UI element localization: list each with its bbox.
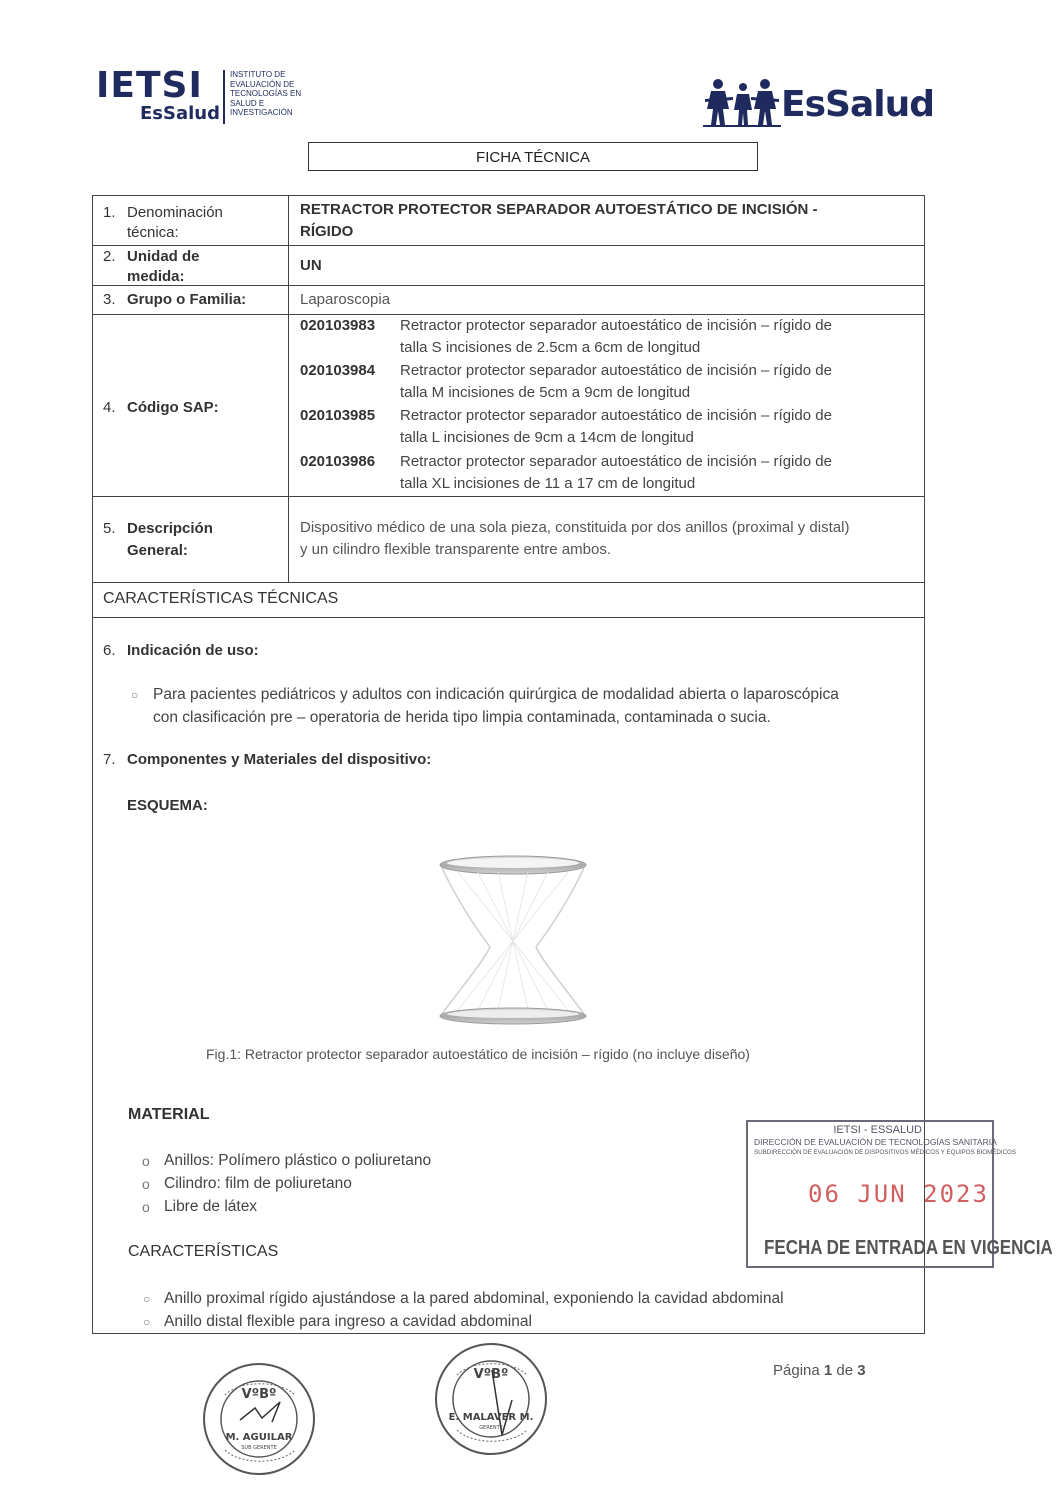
ietsi-logo-divider [223, 70, 225, 124]
ietsi-logo [96, 65, 316, 128]
bullet-icon: ○ [143, 1292, 151, 1306]
table-row-divider [92, 496, 925, 497]
ietsi-institute-text: INSTITUTO DE EVALUACIÓN DE TECNOLOGÍAS EN SALUD E INVESTIGACIÓN [230, 70, 302, 117]
seal-right-name: E. MALAVER M. [448, 1412, 534, 1423]
bullet-icon: o [142, 1153, 150, 1169]
bullet-icon: ○ [131, 688, 139, 702]
sap-item: 020103983 Retractor protector separador autoestático de incisión – rígido de talla S incisiones de 2.5cm a 6cm de longitud [300, 317, 832, 356]
stamp-date: 06 JUN 2023 [808, 1180, 989, 1208]
caracteristica-item: Anillo proximal rígido ajustándose a la pared abdominal, exponiendo la cavidad abdominal [164, 1290, 784, 1307]
row-value-descripcion: Dispositivo médico de una sola pieza, constituida por dos anillos (proximal y distal) y un cilindro flexible transparente entre ambos. [300, 519, 850, 558]
sap-code: 020103986 [300, 453, 376, 470]
sap-code: 020103984 [300, 362, 376, 379]
heading-indicacion: 6. Indicación de uso: [103, 642, 259, 659]
row-value-grupo: Laparoscopia [300, 291, 391, 308]
table-row-divider [92, 285, 925, 286]
seal-left [200, 1360, 318, 1478]
material-item: Cilindro: film de poliuretano [164, 1175, 352, 1192]
document-title: FICHA TÉCNICA [308, 142, 758, 171]
table-row-divider [92, 617, 925, 618]
family-figures-icon [703, 77, 781, 127]
ietsi-logo-main: IETSI [96, 65, 203, 106]
seal-right-role: GERENTE [479, 1425, 503, 1431]
section-caracteristicas-tecnicas: CARACTERÍSTICAS TÉCNICAS [103, 590, 339, 607]
row-value-denominacion: RETRACTOR PROTECTOR SEPARADOR AUTOESTÁTICO DE INCISIÓN - RÍGIDO [300, 201, 818, 240]
heading-componentes: 7. Componentes y Materiales del dispositivo: [103, 751, 432, 768]
seal-right-vb: VºBº [473, 1367, 509, 1382]
indicacion-text: Para pacientes pediátricos y adultos con indicación quirúrgica de modalidad abierta o laparoscópica con clasificación pre – operatoria de herida tipo limpia contaminada, contaminada o sucia. [153, 686, 839, 726]
row-label-grupo: 3. Grupo o Familia: [103, 291, 247, 308]
bullet-icon: o [142, 1176, 150, 1192]
row-label-sap: 4. Código SAP: [103, 399, 219, 416]
material-heading: MATERIAL [128, 1106, 210, 1123]
material-item: Anillos: Polímero plástico o poliuretano [164, 1152, 432, 1169]
row-value-unidad: UN [300, 257, 322, 274]
row-label-descripcion: 5. Descripción General: [103, 520, 213, 559]
validity-stamp: IETSI - ESSALUD DIRECCIÓN DE EVALUACIÓN DE TECNOLOGÍAS SANITARIA SUBDIRECCIÓN DE EVALUACIÓN DE DISPOSITIVOS MÉDICOS Y EQUIPOS BIOMÉDICOS 06 JUN 2023 FECHA DE ENTRADA EN VIGENCIA [746, 1120, 994, 1268]
seal-left-name: M. AGUILAR [225, 1432, 293, 1443]
row-label-denominacion: 1. Denominación técnica: [103, 204, 223, 241]
seal-left-role: SUB GERENTE [241, 1445, 277, 1451]
sap-item: 020103984 Retractor protector separador autoestático de incisión – rígido de talla M incisiones de 5cm a 9cm de longitud [300, 362, 832, 401]
sap-code: 020103985 [300, 407, 376, 424]
essalud-logo [703, 77, 933, 132]
sap-code: 020103983 [300, 317, 376, 334]
seal-right [432, 1340, 550, 1458]
seal-left-vb: VºBº [241, 1387, 277, 1402]
caracteristicas-heading: CARACTERÍSTICAS [128, 1243, 279, 1260]
ietsi-logo-sub: EsSalud [140, 103, 220, 124]
sap-item: 020103985 Retractor protector separador autoestático de incisión – rígido de talla L incisiones de 9cm a 14cm de longitud [300, 407, 832, 446]
essalud-logo-text: EsSalud [781, 84, 934, 125]
table-row-divider [92, 582, 925, 583]
esquema-label: ESQUEMA: [127, 797, 208, 814]
page-number: Página 1 de 3 [773, 1362, 866, 1379]
material-item: Libre de látex [164, 1198, 258, 1215]
bullet-icon: o [142, 1199, 150, 1215]
table-column-divider [288, 195, 289, 582]
caracteristica-item: Anillo distal flexible para ingreso a cavidad abdominal [164, 1313, 532, 1330]
figure-caption: Fig.1: Retractor protector separador autoestático de incisión – rígido (no incluye diseño) [206, 1046, 750, 1062]
row-label-unidad: 2. Unidad de medida: [103, 248, 200, 285]
bullet-icon: ○ [143, 1315, 151, 1329]
table-row-divider [92, 245, 925, 246]
retractor-illustration [428, 852, 598, 1030]
sap-item: 020103986 Retractor protector separador autoestático de incisión – rígido de talla XL incisiones de 11 a 17 cm de longitud [300, 453, 832, 492]
